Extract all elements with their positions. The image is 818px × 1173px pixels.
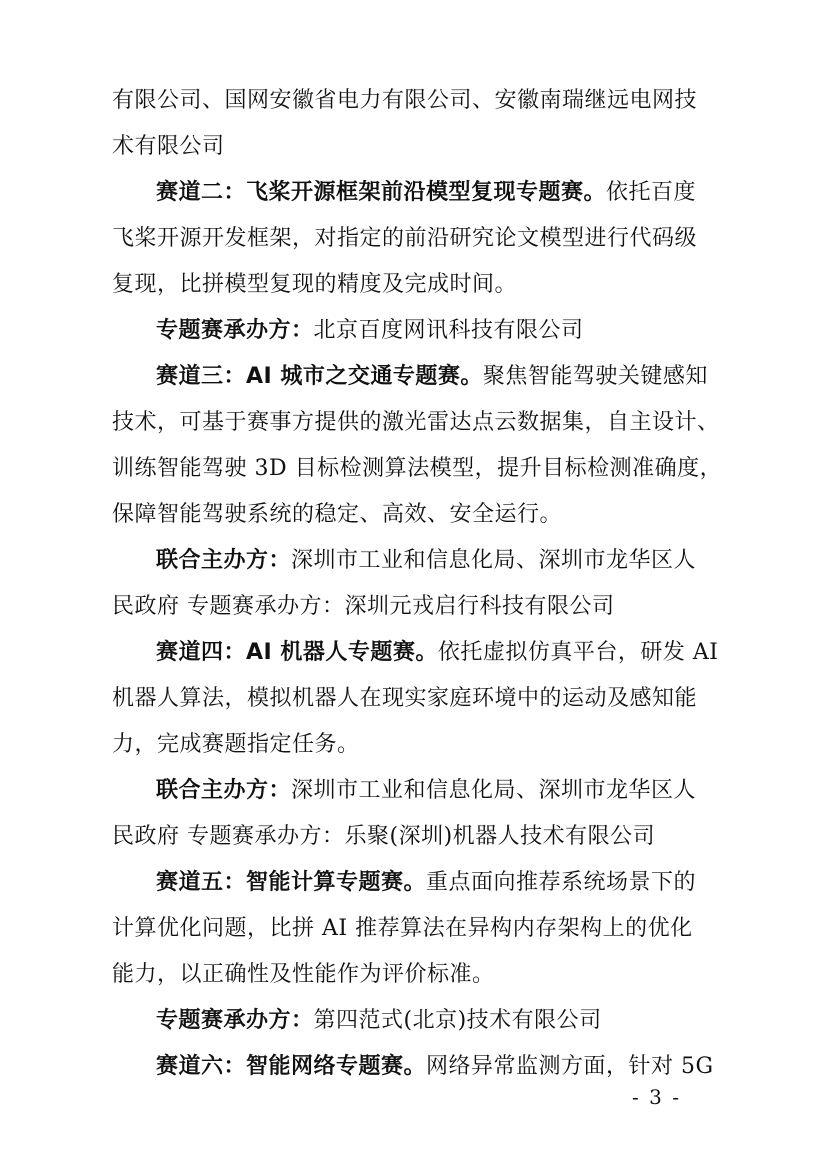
text-line: 训练智能驾驶 3D 目标检测算法模型，提升目标检测准确度，: [112, 456, 723, 481]
track-five-heading: 赛道五：智能计算专题赛。: [156, 870, 427, 895]
text-line: 保障智能驾驶系统的稳定、高效、安全运行。: [112, 502, 563, 527]
text-run: 网络异常监测方面，针对 5G: [426, 1054, 714, 1079]
track-four-heading: 赛道四：AI 机器人专题赛。: [156, 640, 438, 665]
co-organizer-line: [156, 776, 696, 806]
track-three-paragraph: [156, 362, 708, 392]
track-six-paragraph: [156, 1052, 714, 1082]
text-line: 计算优化问题，比拼 AI 推荐算法在异构内存架构上的优化: [112, 916, 693, 941]
organizer-value: 北京百度网讯科技有限公司: [313, 318, 584, 343]
organizer-label: 专题赛承办方：: [156, 318, 314, 343]
track-two-paragraph: [156, 178, 696, 208]
track-six-heading: 赛道六：智能网络专题赛。: [156, 1054, 427, 1079]
text-line: 民政府 专题赛承办方：深圳元戎启行科技有限公司: [112, 594, 615, 619]
co-organizer-label: 联合主办方：: [156, 778, 292, 803]
text-line: 复现，比拼模型复现的精度及完成时间。: [112, 272, 518, 297]
text-line: 民政府 专题赛承办方：乐聚(深圳)机器人技术有限公司: [112, 824, 656, 849]
text-line: 术有限公司: [112, 134, 225, 159]
organizer-line: [156, 316, 584, 346]
track-four-paragraph: [156, 638, 718, 668]
organizer-line: [156, 1006, 602, 1036]
co-organizer-value: 深圳市工业和信息化局、深圳市龙华区人: [291, 548, 697, 573]
organizer-value: 第四范式(北京)技术有限公司: [313, 1008, 602, 1033]
page-number: - 3 -: [632, 1085, 681, 1109]
co-organizer-value: 深圳市工业和信息化局、深圳市龙华区人: [291, 778, 697, 803]
text-line: 力，完成赛题指定任务。: [112, 732, 360, 757]
text-run: 聚焦智能驾驶关键感知: [482, 364, 708, 389]
co-organizer-line: [156, 546, 696, 576]
text-line: 飞桨开源开发框架，对指定的前沿研究论文模型进行代码级: [112, 226, 698, 251]
co-organizer-label: 联合主办方：: [156, 548, 292, 573]
text-line: 技术，可基于赛事方提供的激光雷达点云数据集，自主设计、: [112, 410, 720, 435]
text-line: 能力，以正确性及性能作为评价标准。: [112, 962, 495, 987]
track-five-paragraph: [156, 868, 696, 898]
track-three-heading: 赛道三：AI 城市之交通专题赛。: [156, 364, 483, 389]
text-line: 机器人算法，模拟机器人在现实家庭环境中的运动及感知能: [112, 686, 698, 711]
text-line: 有限公司、国网安徽省电力有限公司、安徽南瑞继远电网技: [112, 88, 698, 113]
text-run: 依托百度: [606, 180, 697, 205]
text-run: 重点面向推荐系统场景下的: [426, 870, 697, 895]
text-run: 依托虚拟仿真平台，研发 AI: [437, 640, 719, 665]
track-two-heading: 赛道二：飞桨开源框架前沿模型复现专题赛。: [156, 180, 607, 205]
organizer-label: 专题赛承办方：: [156, 1008, 314, 1033]
